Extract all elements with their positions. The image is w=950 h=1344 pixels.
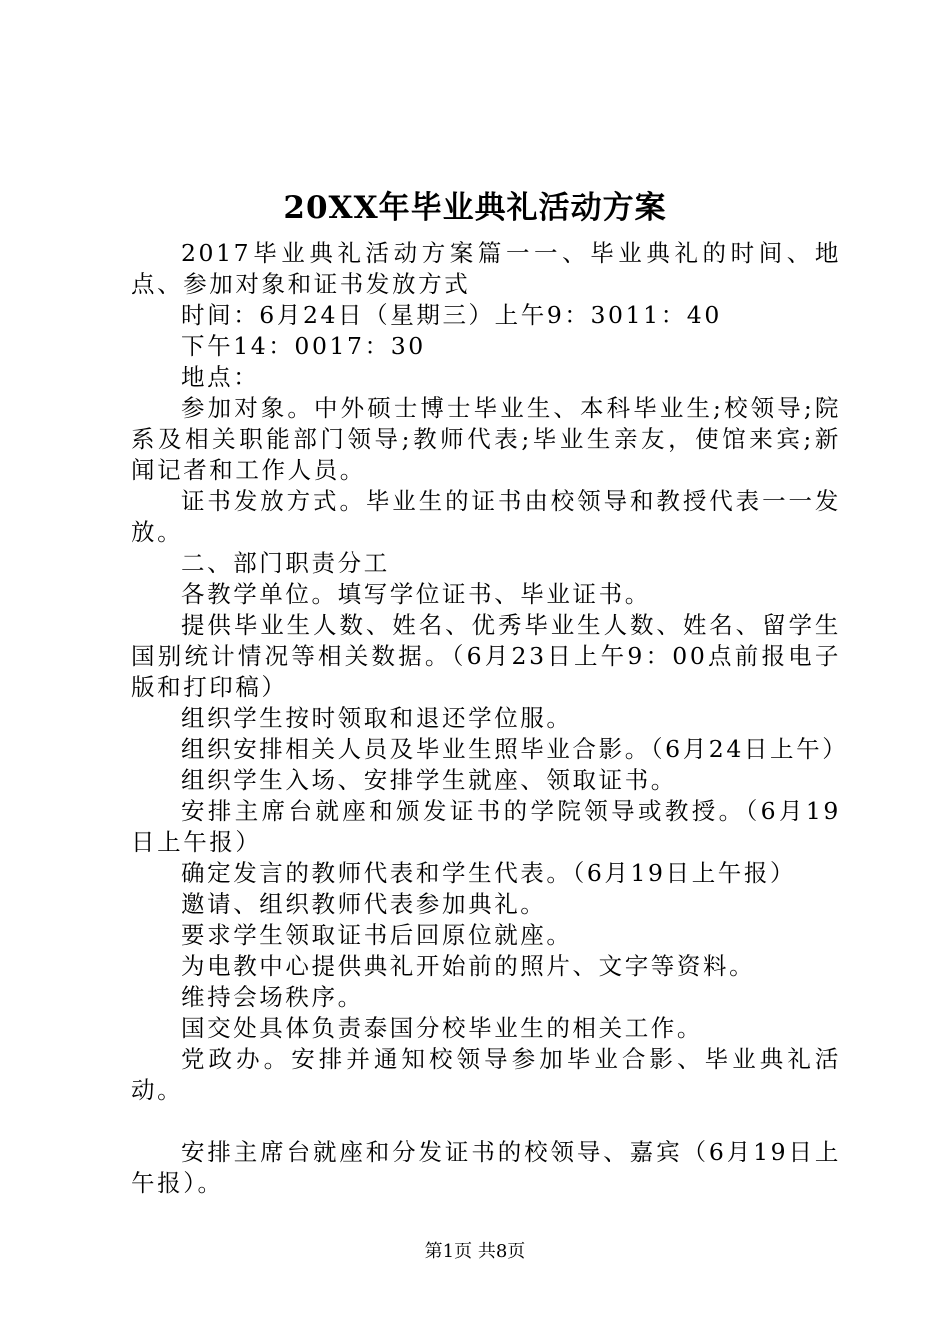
document-body xyxy=(131,238,849,1199)
paragraph: 邀请、组织教师代表参加典礼。 xyxy=(181,890,547,918)
paragraph: 为电教中心提供典礼开始前的照片、文字等资料。 xyxy=(181,952,756,980)
paragraph: 国交处具体负责泰国分校毕业生的相关工作。 xyxy=(181,1014,703,1042)
paragraph: 2017毕业典礼活动方案篇一一、毕业典礼的时间、地点、参加对象和证书发放方式 xyxy=(131,239,841,298)
paragraph: 地点： xyxy=(181,363,260,391)
paragraph: 要求学生领取证书后回原位就座。 xyxy=(181,921,573,949)
paragraph: 参加对象。中外硕士博士毕业生、本科毕业生;校领导;院系及相关职能部门领导;教师代表;毕业生亲友，使馆来宾;新闻记者和工作人员。 xyxy=(131,394,841,484)
paragraph: 确定发言的教师代表和学生代表。（6月19日上午报） xyxy=(181,859,797,887)
paragraph: 安排主席台就座和颁发证书的学院领导或教授。（6月19日上午报） xyxy=(131,797,841,856)
paragraph: 各教学单位。填写学位证书、毕业证书。 xyxy=(181,580,651,608)
paragraph: 下午14：0017：30 xyxy=(181,332,426,360)
paragraph: 组织学生入场、安排学生就座、领取证书。 xyxy=(181,766,677,794)
paragraph: 安排主席台就座和分发证书的校领导、嘉宾（6月19日上午报）。 xyxy=(131,1138,841,1197)
section-heading: 二、部门职责分工 xyxy=(181,549,390,577)
paragraph: 提供毕业生人数、姓名、优秀毕业生人数、姓名、留学生国别统计情况等相关数据。（6月23日上午9：00点前报电子版和打印稿） xyxy=(131,611,841,701)
paragraph: 时间：6月24日（星期三）上午9：3011：40 xyxy=(181,301,722,329)
paragraph: 组织学生按时领取和退还学位服。 xyxy=(181,704,573,732)
paragraph: 证书发放方式。毕业生的证书由校领导和教授代表一一发放。 xyxy=(131,487,841,546)
page-footer: 第1页 共8页 xyxy=(424,1241,526,1262)
paragraph: 维持会场秩序。 xyxy=(181,983,364,1011)
paragraph: 党政办。安排并通知校领导参加毕业合影、毕业典礼活动。 xyxy=(131,1045,841,1104)
paragraph: 组织安排相关人员及毕业生照毕业合影。（6月24日上午） xyxy=(181,735,849,763)
document-title: 20XX年毕业典礼活动方案 xyxy=(283,190,667,226)
